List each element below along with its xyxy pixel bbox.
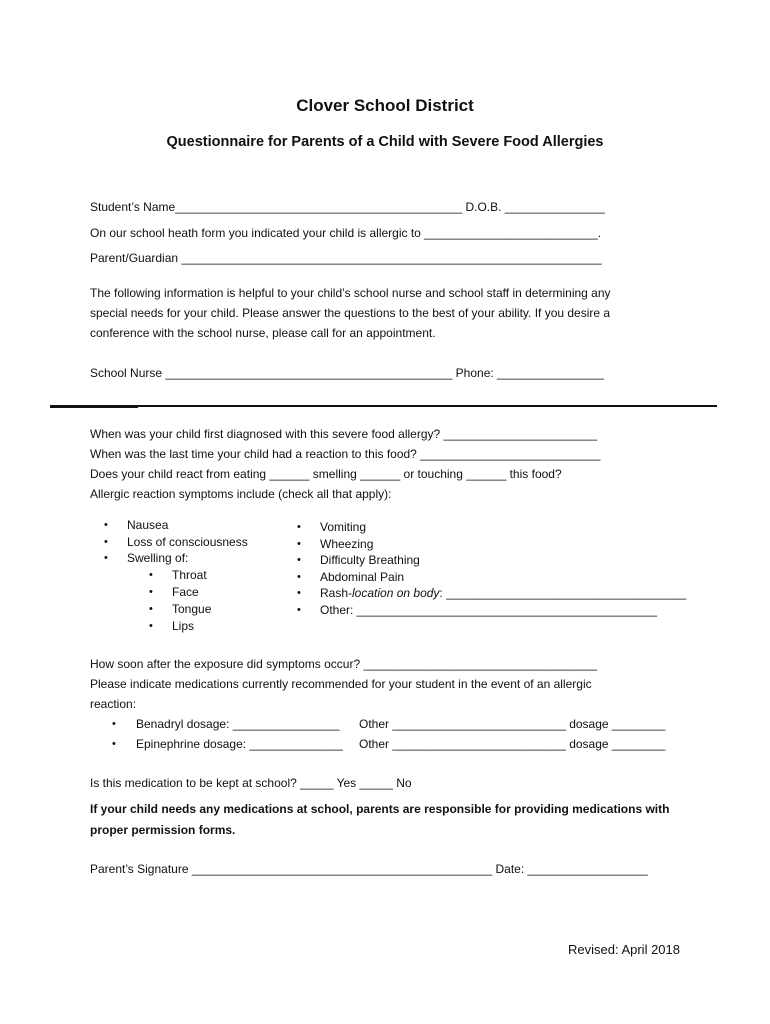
swelling-item[interactable]: Throat (172, 568, 207, 582)
bullet: • (149, 586, 153, 598)
medication-notice-cont: proper permission forms. (90, 823, 236, 837)
info-paragraph-line: special needs for your child. Please answer the questions to the best of your ability. If you desire a (90, 306, 611, 320)
symptom-item[interactable]: Loss of consciousness (127, 535, 248, 549)
bullet: • (112, 718, 116, 730)
benadryl-dosage-field[interactable]: Benadryl dosage: ________________ (136, 717, 340, 731)
info-paragraph-line: The following information is helpful to your child’s school nurse and school staff in determining any (90, 286, 611, 300)
symptom-onset-question[interactable]: How soon after the exposure did symptoms occur? ___________________________________ (90, 657, 598, 671)
other-symptom-field[interactable]: Other: _____________________________________________ (320, 603, 658, 617)
bullet: • (297, 538, 301, 550)
rash-label: Rash- (320, 586, 353, 600)
rash-blank: : ____________________________________ (439, 586, 687, 600)
parent-signature-date-field[interactable]: Parent’s Signature _____________________________________________ Date: __________________ (90, 862, 648, 876)
section-divider-accent (50, 405, 138, 408)
symptom-item: Swelling of: (127, 551, 189, 565)
section-divider (50, 405, 717, 407)
bullet: • (297, 587, 301, 599)
medication-notice: If your child needs any medications at school, parents are responsible for providing medications with (90, 802, 670, 816)
district-title: Clover School District (296, 96, 474, 115)
symptom-item[interactable]: Difficulty Breathing (320, 553, 420, 567)
bullet: • (104, 519, 108, 531)
bullet: • (297, 521, 301, 533)
school-nurse-phone-field[interactable]: School Nurse ___________________________________________ Phone: ________________ (90, 366, 604, 380)
bullet: • (149, 603, 153, 615)
form-subtitle: Questionnaire for Parents of a Child with Severe Food Allergies (166, 134, 604, 150)
medications-instruction: Please indicate medications currently recommended for your student in the event of an allergic (90, 677, 592, 691)
bullet: • (112, 738, 116, 750)
first-diagnosed-question[interactable]: When was your child first diagnosed with this severe food allergy? _______________________ (90, 427, 598, 441)
medications-instruction-cont: reaction: (90, 697, 137, 711)
rash-location-field[interactable] (320, 586, 686, 601)
bullet: • (149, 569, 153, 581)
reaction-type-question[interactable]: Does your child react from eating ______ smelling ______ or touching ______ this food? (90, 467, 562, 481)
other-medication-field[interactable]: Other __________________________ dosage ________ (359, 737, 666, 751)
allergy-field[interactable]: On our school heath form you indicated your child is allergic to __________________________. (90, 226, 602, 240)
swelling-item[interactable]: Tongue (172, 602, 212, 616)
bullet: • (104, 536, 108, 548)
kept-at-school-question[interactable]: Is this medication to be kept at school? _____ Yes _____ No (90, 776, 412, 790)
symptom-item[interactable]: Abdominal Pain (320, 570, 405, 584)
parent-guardian-field[interactable]: Parent/Guardian _______________________________________________________________ (90, 251, 602, 265)
student-name-dob-field[interactable]: Student’s Name___________________________________________ D.O.B. _______________ (90, 200, 605, 214)
bullet: • (297, 571, 301, 583)
rash-location-label: location on body (352, 586, 440, 600)
last-reaction-question[interactable]: When was the last time your child had a reaction to this food? ___________________________ (90, 447, 601, 461)
symptoms-heading: Allergic reaction symptoms include (check all that apply): (90, 487, 392, 501)
revised-date: Revised: April 2018 (567, 942, 680, 957)
other-medication-field[interactable]: Other __________________________ dosage ________ (359, 717, 666, 731)
swelling-item[interactable]: Face (172, 585, 199, 599)
symptom-item[interactable]: Vomiting (320, 520, 367, 534)
symptom-item[interactable]: Nausea (127, 518, 169, 532)
bullet: • (297, 604, 301, 616)
epinephrine-dosage-field[interactable]: Epinephrine dosage: ______________ (136, 737, 343, 751)
bullet: • (149, 620, 153, 632)
symptom-item[interactable]: Wheezing (320, 537, 374, 551)
info-paragraph-line: conference with the school nurse, please call for an appointment. (90, 326, 436, 340)
swelling-item[interactable]: Lips (172, 619, 195, 633)
bullet: • (104, 552, 108, 564)
bullet: • (297, 554, 301, 566)
